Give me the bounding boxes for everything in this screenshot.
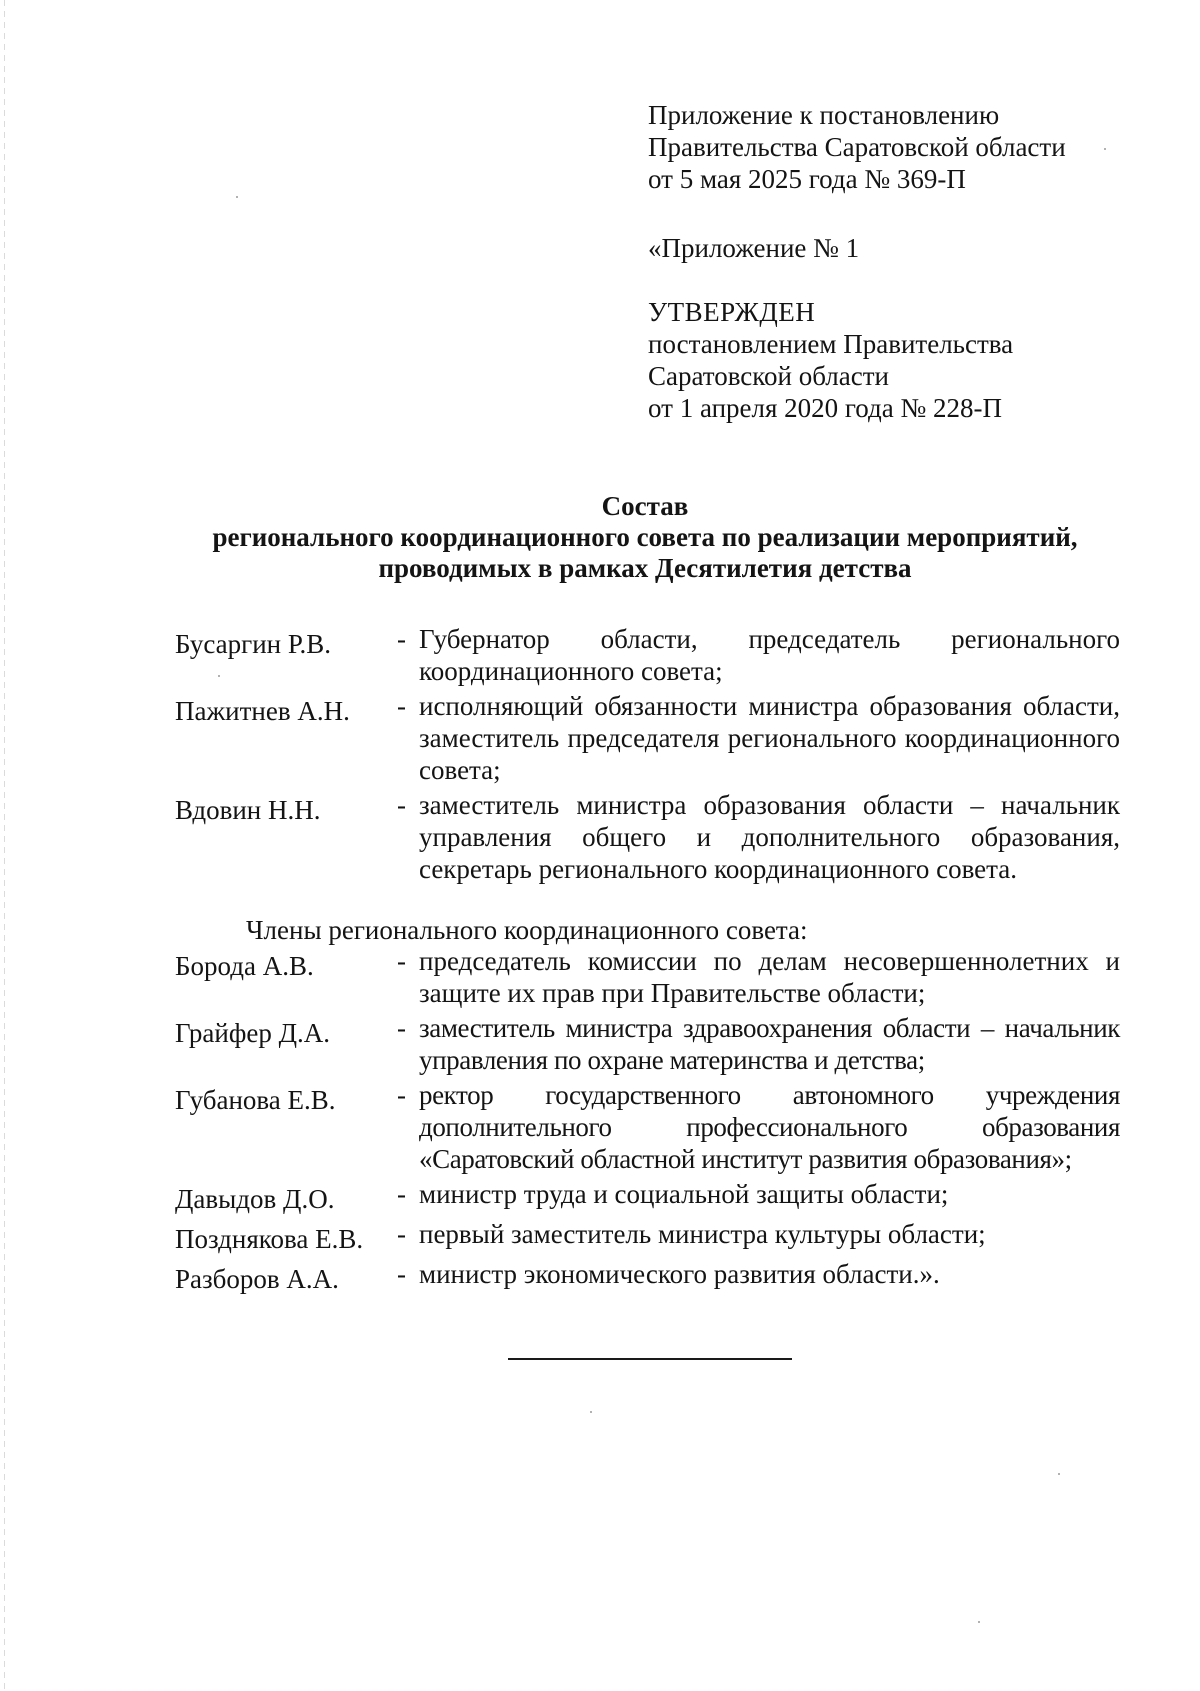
- list-item: [175, 690, 1120, 786]
- closing-divider: [508, 1358, 792, 1360]
- person-role: председатель комиссии по делам несовершеннолетних и защите их прав при Правительстве области;: [419, 946, 1120, 1008]
- dash: -: [397, 624, 406, 654]
- dash: -: [397, 1013, 406, 1043]
- scan-speck: [978, 1621, 980, 1623]
- dash: -: [397, 1259, 406, 1289]
- annex-number-text: «Приложение № 1: [648, 233, 860, 263]
- list-item: [175, 1218, 1120, 1255]
- scan-speck: [590, 1411, 592, 1413]
- dash: -: [397, 1080, 406, 1110]
- list-item: [175, 1178, 1120, 1215]
- person-role: министр труда и социальной защиты области;: [419, 1179, 949, 1209]
- person-name: Губанова Е.В.: [175, 1085, 336, 1115]
- dash: -: [397, 946, 406, 976]
- approval-block: [648, 296, 1013, 424]
- scan-speck: [1058, 1473, 1060, 1475]
- dash: -: [397, 691, 406, 721]
- person-name: Пажитнев А.Н.: [175, 696, 350, 726]
- title-line2: регионального координационного совета по реализации мероприятий,: [212, 522, 1078, 552]
- approval-line1: постановлением Правительства: [648, 329, 1014, 359]
- list-item: [175, 1258, 1120, 1295]
- person-name: Грайфер Д.А.: [175, 1018, 330, 1048]
- annex-header: [648, 99, 1066, 195]
- approval-title: УТВЕРЖДЕН: [648, 297, 816, 327]
- dash: -: [397, 790, 406, 820]
- title-line3: проводимых в рамках Десятилетия детства: [378, 553, 912, 583]
- members-list: [175, 945, 1120, 1298]
- scan-speck: [218, 675, 220, 677]
- person-name: Разборов А.А.: [175, 1264, 339, 1294]
- person-role: заместитель министра здравоохранения области – начальник управления по охране материнства и детства;: [419, 1013, 1120, 1075]
- scan-speck: [1104, 148, 1106, 150]
- person-role: заместитель министра образования области – начальник управления общего и дополнительного образования, секретарь регионального координационного совета.: [419, 790, 1120, 884]
- person-role: Губернатор области, председатель регионального координационного совета;: [419, 624, 1120, 686]
- person-name: Бусаргин Р.В.: [175, 629, 332, 659]
- list-item: [175, 1012, 1120, 1076]
- scan-speck: [236, 196, 238, 198]
- person-role: исполняющий обязанности министра образования области, заместитель председателя регионального координационного совета;: [419, 691, 1120, 785]
- leadership-list: [175, 623, 1120, 888]
- person-role: первый заместитель министра культуры области;: [419, 1219, 986, 1249]
- document-title: [150, 491, 1140, 584]
- person-role: ректор государственного автономного учреждения дополнительного профессионального образования «Саратовский областной институт развития образования»;: [419, 1080, 1120, 1174]
- dash: -: [397, 1179, 406, 1209]
- list-item: [175, 945, 1120, 1009]
- list-item: [175, 1079, 1120, 1175]
- annex-header-line2: Правительства Саратовской области: [648, 132, 1066, 162]
- person-name: Борода А.В.: [175, 951, 314, 981]
- approval-line3: от 1 апреля 2020 года № 228-П: [648, 393, 1002, 423]
- members-heading: Члены регионального координационного совета:: [246, 915, 808, 945]
- title-line1: Состав: [601, 491, 689, 521]
- list-item: [175, 623, 1120, 687]
- approval-line2: Саратовской области: [648, 361, 889, 391]
- annex-header-line1: Приложение к постановлению: [648, 100, 1000, 130]
- annex-number: [648, 232, 859, 264]
- list-item: [175, 789, 1120, 885]
- scan-edge: [4, 0, 5, 1691]
- person-name: Вдовин Н.Н.: [175, 795, 321, 825]
- annex-header-line3: от 5 мая 2025 года № 369-П: [648, 164, 966, 194]
- person-name: Давыдов Д.О.: [175, 1184, 335, 1214]
- person-name: Позднякова Е.В.: [175, 1224, 364, 1254]
- dash: -: [397, 1219, 406, 1249]
- person-role: министр экономического развития области.».: [419, 1259, 940, 1289]
